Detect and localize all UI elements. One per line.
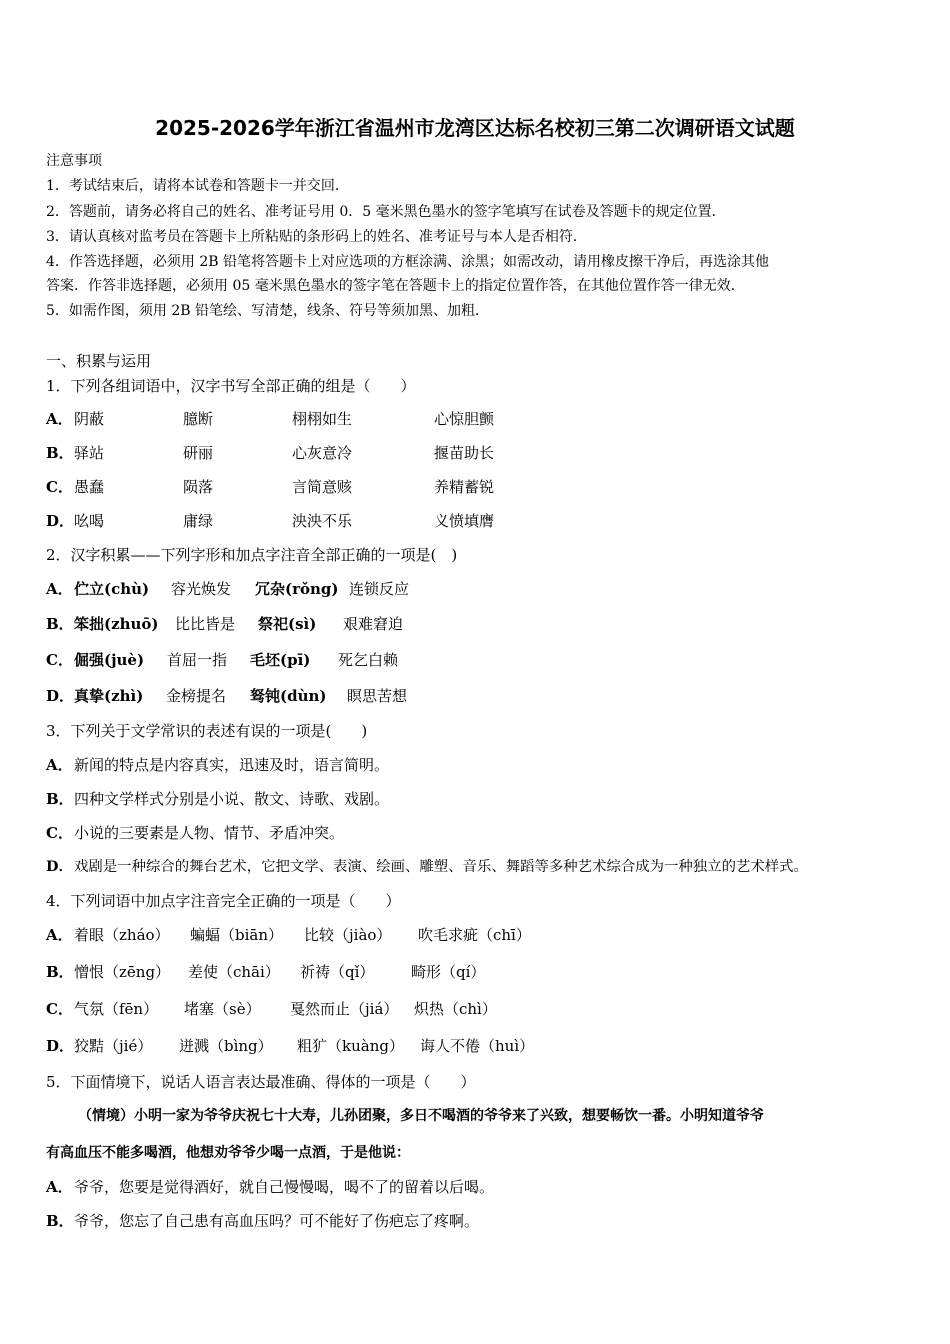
- option-word: 毛坯(pī): [250, 651, 311, 669]
- option-label: B．: [46, 1212, 74, 1230]
- option-word: 心灰意冷: [292, 444, 353, 462]
- notice-item: 3．请认真核对监考员在答题卡上所粘贴的条形码上的姓名、准考证号与本人是否相符．: [46, 229, 587, 245]
- option-word: 吹毛求疵（chī）: [418, 926, 531, 944]
- option-text: 戏剧是一种综合的舞台艺术，它把文学、表演、绘画、雕塑、音乐、舞蹈等多种艺术综合成为一种独立的艺术样式。: [74, 859, 808, 875]
- option-label: C．: [46, 1000, 73, 1018]
- question-5-stem: 5．下面情境下，说话人语言表达最准确、得体的一项是（ ）: [46, 1073, 476, 1091]
- option-word: 真挚(zhì): [74, 687, 144, 705]
- option-word: 瞑思苦想: [347, 687, 408, 705]
- option-word: 臆断: [183, 410, 214, 428]
- option-word: 比较（jiào）: [304, 926, 392, 944]
- option-text: 新闻的特点是内容真实，迅速及时，语言简明。: [74, 756, 390, 774]
- option-label: D．: [46, 1037, 75, 1055]
- option-label: D．: [46, 858, 73, 875]
- option-word: 连锁反应: [349, 580, 410, 598]
- option-word: 畸形（qí）: [411, 963, 486, 981]
- option-word: 着眼（zháo）: [74, 926, 170, 944]
- question-5-option-a: [46, 1177, 494, 1197]
- option-word: 陨落: [183, 478, 214, 496]
- option-text: 小说的三要素是人物、情节、矛盾冲突。: [74, 824, 345, 842]
- option-label: C．: [46, 824, 73, 842]
- option-word: 祭祀(sì): [258, 615, 317, 633]
- page-title: 2025-2026学年浙江省温州市龙湾区达标名校初三第二次调研语文试题: [155, 116, 795, 140]
- option-word: 栩栩如生: [292, 410, 353, 428]
- option-word: 狡黠（jié）: [74, 1037, 153, 1055]
- option-word: 粗犷（kuàng）: [297, 1037, 404, 1055]
- question-3-option-d: [46, 857, 808, 877]
- notice-item: 5．如需作图，须用 2B 铅笔绘、写清楚，线条、符号等须加黑、加粗．: [46, 303, 490, 319]
- option-label: A．: [46, 1178, 73, 1196]
- question-3-stem: 3．下列关于文学常识的表述有误的一项是( ): [46, 722, 368, 740]
- option-label: C．: [46, 651, 73, 669]
- option-label: B．: [46, 444, 74, 462]
- option-label: A．: [46, 756, 73, 774]
- option-text: 四种文学样式分别是小说、散文、诗歌、戏剧。: [74, 790, 390, 808]
- question-5-context: （情境）小明一家为爷爷庆祝七十大寿，儿孙团聚，多日不喝酒的爷爷来了兴致，想要畅饮一番。小明知道爷爷: [78, 1108, 764, 1124]
- option-word: 伫立(chù): [74, 580, 150, 598]
- option-word: 倔强(juè): [74, 651, 145, 669]
- option-label: C．: [46, 478, 73, 496]
- question-3-option-c: [46, 823, 344, 843]
- option-word: 庸绿: [183, 512, 214, 530]
- option-word: 气氛（fēn）: [74, 1000, 159, 1018]
- option-label: B．: [46, 615, 74, 633]
- section-heading: 一、积累与运用: [46, 352, 152, 370]
- option-word: 揠苗助长: [434, 444, 495, 462]
- option-text: 爷爷，您忘了自己患有高血压吗？可不能好了伤疤忘了疼啊。: [74, 1212, 480, 1230]
- option-word: 驿站: [74, 444, 105, 462]
- option-word: 愚蠢: [74, 478, 105, 496]
- option-word: 笨拙(zhuō): [74, 615, 159, 633]
- option-word: 堵塞（sè）: [184, 1000, 261, 1018]
- option-label: A．: [46, 410, 73, 428]
- option-word: 养精蓄锐: [434, 478, 495, 496]
- option-word: 诲人不倦（huì）: [420, 1037, 535, 1055]
- option-word: 戛然而止（jiá）: [290, 1000, 399, 1018]
- option-word: 比比皆是: [175, 615, 236, 633]
- notice-item: 2．答题前，请务必将自己的姓名、准考证号用 0．5 毫米黑色墨水的签字笔填写在试卷及答题卡的规定位置．: [46, 204, 726, 220]
- option-word: 炽热（chì）: [414, 1000, 497, 1018]
- option-word: 蝙蝠（biān）: [190, 926, 284, 944]
- option-text: 爷爷，您要是觉得酒好，就自己慢慢喝，喝不了的留着以后喝。: [74, 1178, 495, 1196]
- option-word: 金榜提名: [166, 687, 227, 705]
- question-3-option-b: [46, 789, 389, 809]
- notice-heading: 注意事项: [46, 153, 102, 169]
- option-label: A．: [46, 926, 73, 944]
- option-word: 言简意赅: [292, 478, 353, 496]
- option-word: 迸溅（bìng）: [179, 1037, 273, 1055]
- option-label: D．: [46, 687, 75, 705]
- option-label: A．: [46, 580, 73, 598]
- option-word: 死乞白赖: [338, 651, 399, 669]
- option-word: 容光焕发: [171, 580, 232, 598]
- option-word: 憎恨（zēng）: [74, 963, 171, 981]
- option-word: 艰难窘迫: [343, 615, 404, 633]
- notice-item: 1．考试结束后，请将本试卷和答题卡一并交回．: [46, 178, 349, 194]
- option-word: 首屈一指: [167, 651, 228, 669]
- question-1-stem: 1．下列各组词语中，汉字书写全部正确的组是（ ）: [46, 377, 416, 395]
- option-word: 义愤填膺: [434, 512, 495, 530]
- option-word: 心惊胆颤: [434, 410, 495, 428]
- option-word: 吆喝: [74, 512, 105, 530]
- option-label: D．: [46, 512, 75, 530]
- question-2-stem: 2．汉字积累——下列字形和加点字注音全部正确的一项是( ): [46, 546, 458, 564]
- option-word: 泱泱不乐: [292, 512, 353, 530]
- option-word: 驽钝(dùn): [250, 687, 327, 705]
- question-5-context-continued: 有高血压不能多喝酒，他想劝爷爷少喝一点酒，于是他说：: [46, 1145, 410, 1161]
- option-word: 冗杂(rǒng): [255, 580, 339, 598]
- option-word: 阴蔽: [74, 410, 105, 428]
- question-5-option-b: [46, 1211, 479, 1231]
- question-4-stem: 4．下列词语中加点字注音完全正确的一项是（ ）: [46, 892, 401, 910]
- option-word: 祈祷（qǐ）: [300, 963, 375, 981]
- notice-item: 答案．作答非选择题，必须用 05 毫米黑色墨水的签字笔在答题卡上的指定位置作答，在其他位置作答一律无效．: [46, 278, 745, 294]
- option-word: 差使（chāi）: [188, 963, 280, 981]
- question-3-option-a: [46, 755, 389, 775]
- option-label: B．: [46, 963, 74, 981]
- option-word: 研丽: [183, 444, 214, 462]
- notice-item: 4．作答选择题，必须用 2B 铅笔将答题卡上对应选项的方框涂满、涂黑；如需改动，请用橡皮擦干净后，再选涂其他: [46, 254, 769, 270]
- option-label: B．: [46, 790, 74, 808]
